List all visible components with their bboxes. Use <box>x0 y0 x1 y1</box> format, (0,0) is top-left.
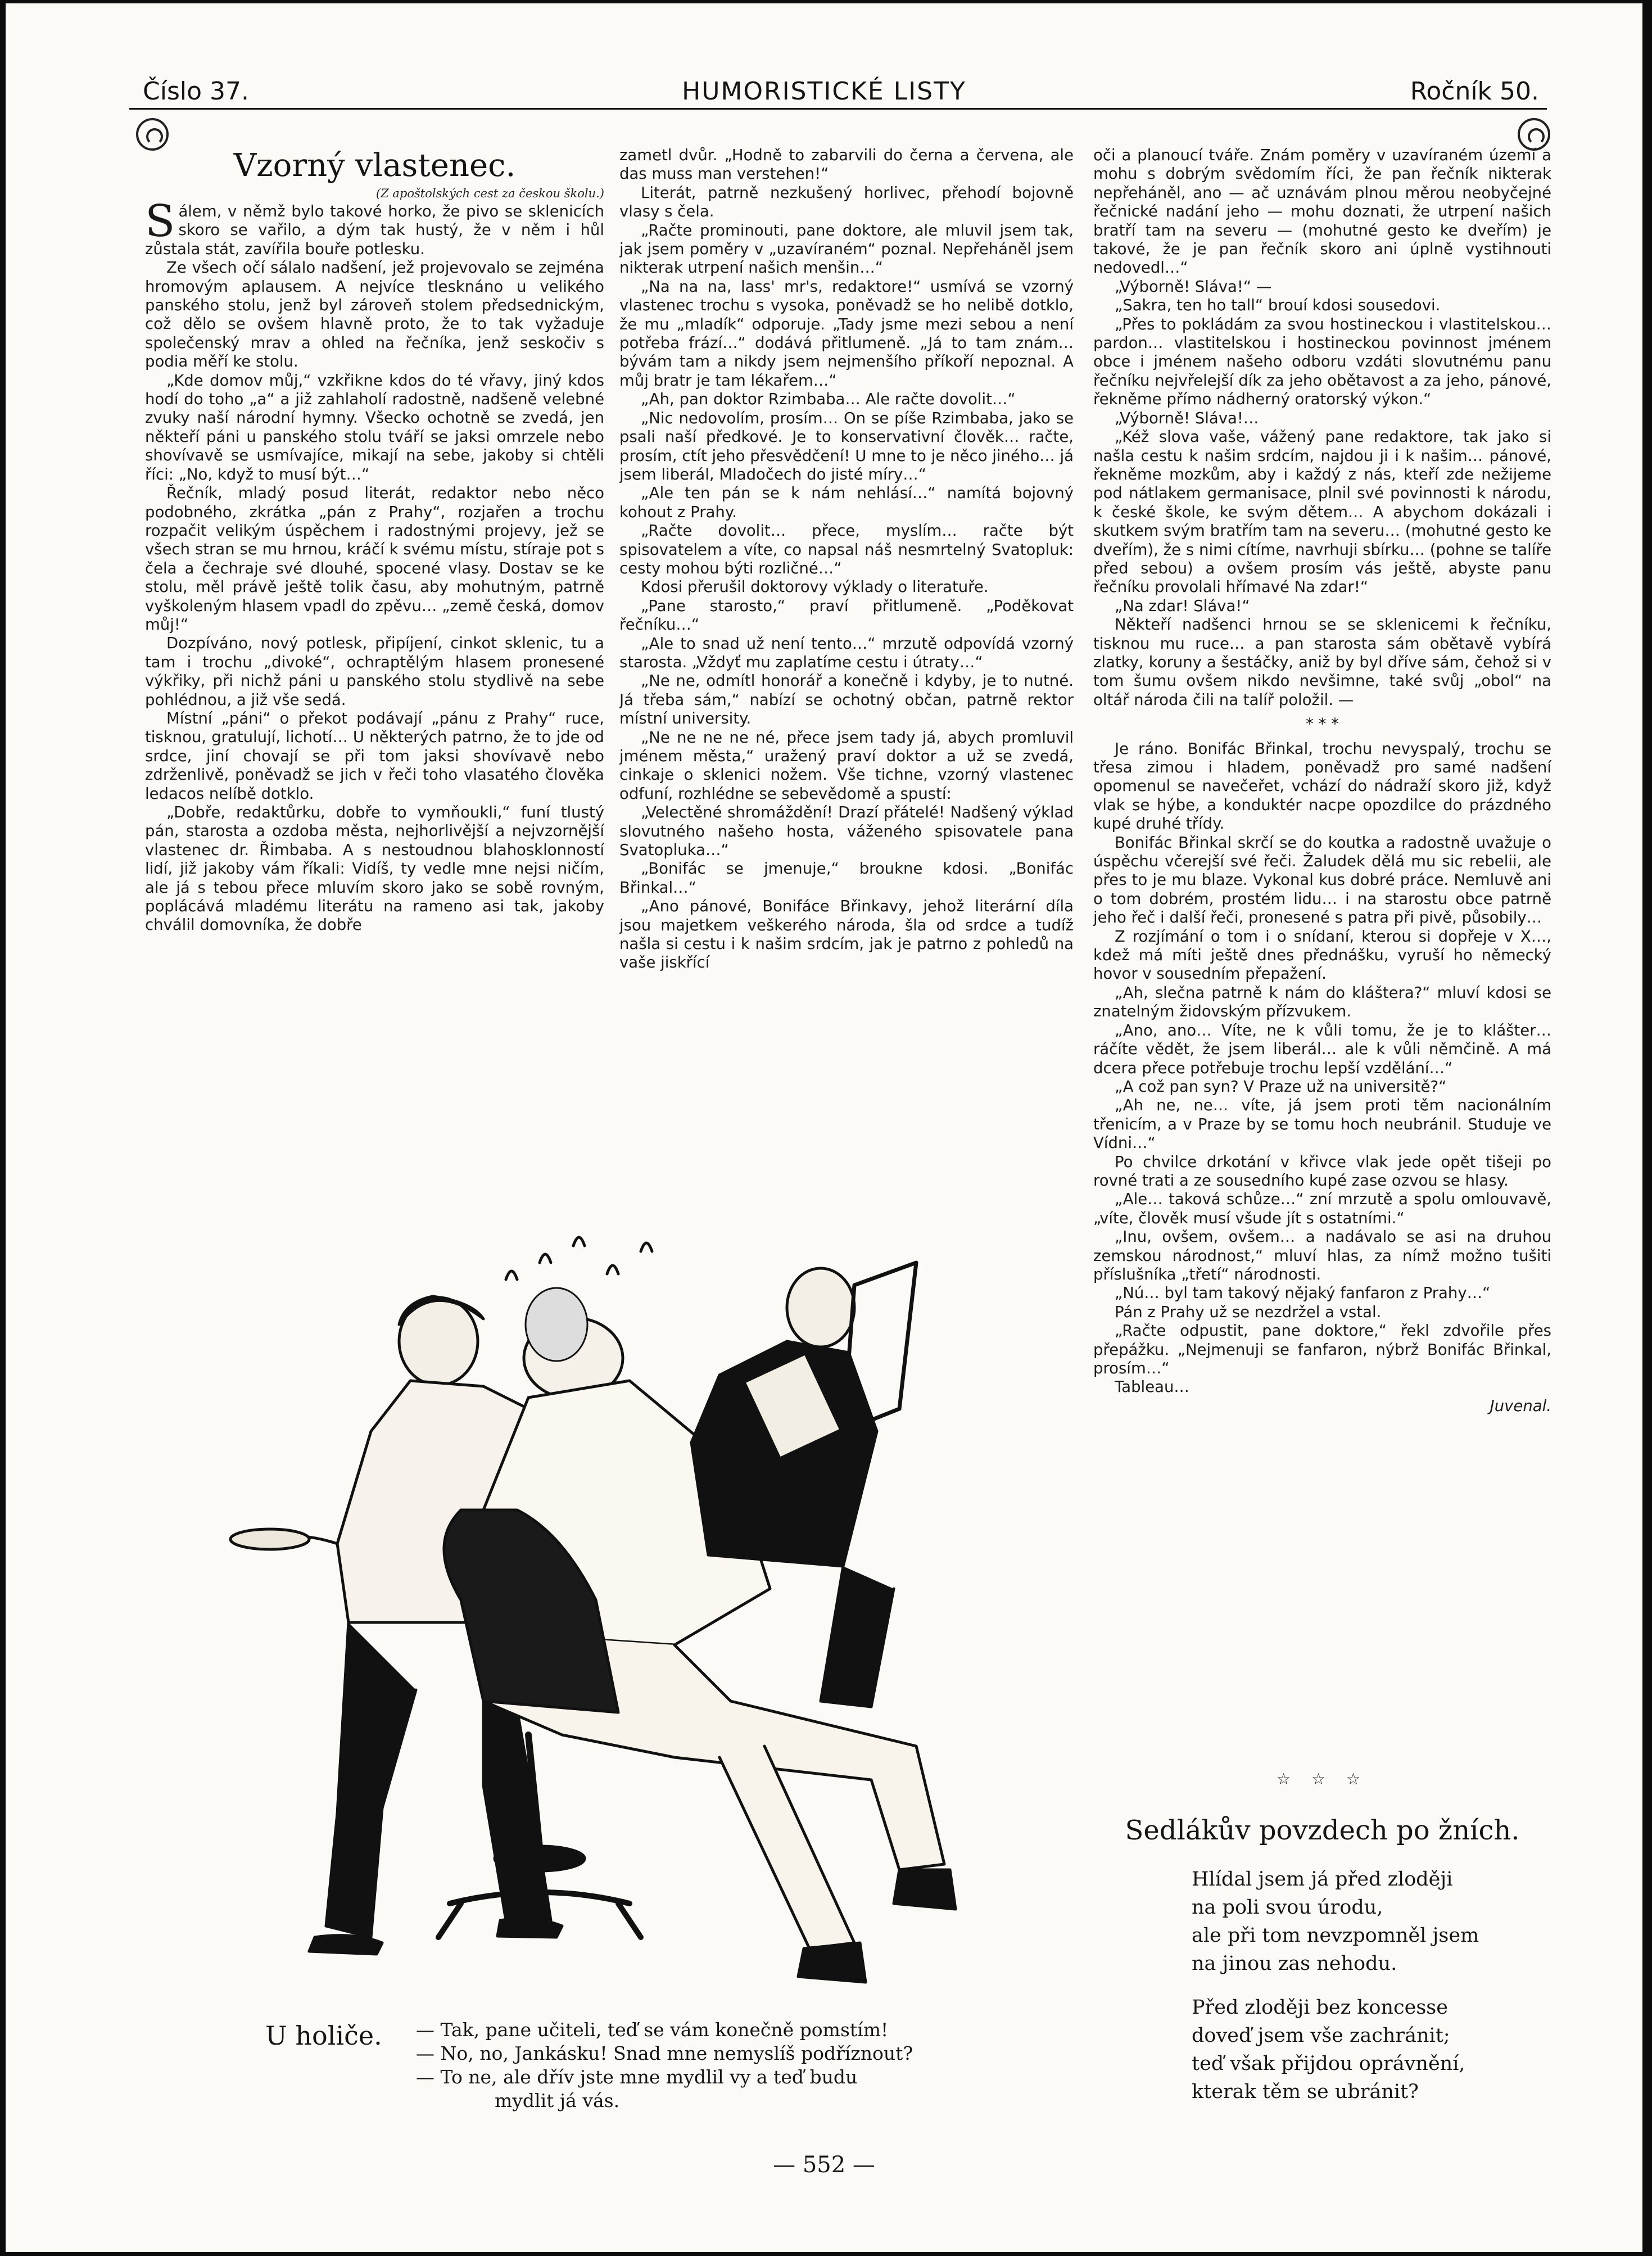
poem-line: Před zloději bez koncesse <box>1192 1996 1448 2019</box>
paragraph: „Ah ne, ne… víte, já jsem proti těm nacionálním třenicím, a v Praze by se tomu hoch neubránil. Studuje ve Vídni…“ <box>1093 1096 1551 1152</box>
paragraph: „A což pan syn? V Praze už na universitě?“ <box>1115 1077 1447 1096</box>
paragraph: Řečník, mladý posud literát, redaktor nebo něco podobného, zkrátka „pán z Prahy“, rozjařen a trochu rozpačit velikým úspěchem i radostnými projevy, jež se všech stran se mu hrnou, kráčí k svému místu, stíraje pot s čela a čechraje své dlouhé, spocené vlasy. Dostav se ke stolu, měl právě ještě tolik času, aby mohutným, patrně vyškoleným hlasem vpadl do zpěvu… „země česká, domov můj!“ <box>145 484 604 634</box>
paragraph: „Na zdar! Sláva!“ <box>1115 596 1250 615</box>
paragraph: „Kéž slova vaše, vážený pane redaktore, tak jako si našla cestu k našim srdcím, najdou ji i k našim… pánové, řekněme mozkům, aby i každý z nás, kteří zde nežijeme pod nátlakem germanisace, plnil své povinnosti k národu, k české škole, ke svým dětem… A abychom dokázali i skutkem svým bratřím tam na severu… (mohutné gesto ke dveřím), že s nimi cítíme, navrhuji sbírku… (pohne se talíře před sebou) a ovšem prosím vás ještě, abyste panu řečníku provolali hřímavé Na zdar!“ <box>1093 428 1551 596</box>
paragraph: „Sakra, ten ho tall“ brouí kdosi sousedovi. <box>1115 296 1441 315</box>
paragraph: „Výborně! Sláva!… <box>1115 409 1259 427</box>
paragraph: „Pane starosto,“ praví přitlumeně. „Poděkovat řečníku…“ <box>619 596 1074 634</box>
poem <box>1192 1865 1479 2122</box>
paragraph: „Přes to pokládám za svou hostineckou i vlastitelskou… pardon… vlastitelskou i hostineckou povinnost jménem obce i jménem našeho odboru vzdáti slovutnému panu řečníku nejvřelejší dík za jeho obětavost a za jeho, pánové, řekněme přímo nádherný oratorský výkon.“ <box>1093 315 1551 409</box>
paragraph: „Ano pánové, Bonifáce Břinkavy, jehož literární díla jsou majetkem veškerého národa, šla od srdce a tudíž našla si cestu i k našim srdcím, jak je patrno z pohledů na vaše jiskřící <box>619 897 1074 972</box>
poem-line: ale při tom nevzpomněl jsem <box>1192 1924 1479 1947</box>
masthead-title: HUMORISTICKÉ LISTY <box>682 77 966 106</box>
paragraph: „Ale… taková schůze…“ zní mrzutě a spolu omlouvavě, „víte, člověk musí všude jít s ostatními.“ <box>1093 1190 1551 1227</box>
paragraph: „Na na na, lass' mr's, redaktore!“ usmívá se vzorný vlastenec trochu s vysoka, poněvadž se ho nelibě dotklo, že mu „mladík“ odporuje. „Tady jsme mezi sebou a není potřeba frází…“ dodává přitlumeně. „Já to tam znám… bývám tam a nikdy jsem nejmenšího příkoří nepoznal. A můj bratr je tam lékařem…“ <box>619 277 1074 390</box>
caption-line: — No, no, Jankásku! Snad mne nemyslíš podříznout? <box>416 2042 913 2064</box>
article-subtitle: (Z apoštolských cest za českou školu.) <box>375 187 604 200</box>
paragraph: „Výborně! Sláva!“ — <box>1115 277 1272 296</box>
poem-line: teď však přijdou oprávnění, <box>1192 2052 1465 2075</box>
cartoon-caption <box>416 2018 913 2113</box>
paragraph: „Račte prominouti, pane doktore, ale mluvil jsem tak, jak jsem poměry v „uzavíraném“ poznal. Nepřeháněl jsem nikterak utrpení našich menšin…“ <box>619 221 1074 277</box>
paragraph: „Ale ten pán se k nám nehlásí…“ namítá bojovný kohout z Prahy. <box>619 484 1074 521</box>
paragraph: Místní „páni“ o překot podávají „pánu z Prahy“ ruce, tisknou, gratulují, lichotí… U některých patrno, že to jde od srdce, jiní chovají se při tom jaksi shovívavě nebo zdrženlivě, poněvadž se jich v řeči toho vlasatého člověka ledacos nelíbě dotklo. <box>145 709 604 803</box>
paragraph: oči a planoucí tváře. Znám poměry v uzavíraném území a mohu s dobrým svědomím říci, že pan řečník nikterak nepřeháněl, ano — ač uznávám plnou měrou neobyčejné řečnické nadání jeho — mohu doznati, že utrpení našich bratří tam na severu — (mohutné gesto ke dveřím) je takové, že je pan řečník skoro ani úplně vystihnouti nedovedl…“ <box>1093 146 1551 277</box>
paragraph: Dozpíváno, nový potlesk, připíjení, cinkot sklenic, tu a tam i trochu „divoké“, ochraptělým hlasem pronesené výkřiky, při nichž páni u panského stolu stydlivě na sebe pohlédnou, a již vše sedá. <box>145 634 604 709</box>
paragraph: Tableau… <box>1115 1378 1189 1396</box>
cartoon-title: U holiče. <box>265 2020 382 2051</box>
poem-line: kterak těm se ubránit? <box>1192 2081 1419 2103</box>
header-rule <box>129 108 1547 110</box>
paragraph: „Nú… byl tam takový nějaký fanfaron z Prahy…“ <box>1115 1284 1491 1303</box>
article-title: Vzorný vlastenec. <box>233 147 516 184</box>
volume-number: Ročník 50. <box>1410 77 1539 106</box>
text-column-3 <box>1093 146 1551 1776</box>
paragraph: „Ano, ano… Víte, ne k vůli tomu, že je to klášter… ráčíte vědět, že jsem liberál… ale k vůli němčině. A má dcera přece potřebuje trochu lepší vzdělání…“ <box>1093 1021 1551 1077</box>
paragraph: „Ale to snad už není tento…“ mrzutě odpovídá vzorný starosta. „Vždyť mu zaplatíme cestu i útraty…“ <box>619 634 1074 671</box>
paragraph: Po chvilce drkotání v křivce vlak jede opět tišeji po rovné trati a ze sousedního kupé zase ozvou se hlasy. <box>1093 1152 1551 1190</box>
poem-stanza <box>1192 1993 1479 2106</box>
paragraph: „Račte dovolit… přece, myslím… račte být spisovatelem a víte, co napsal náš nesmrtelný Svatopluk: cesty mohou býti rozličné…“ <box>619 522 1074 577</box>
paragraph: Z rozjímání o tom i o snídaní, kterou si dopřeje v X…, kdež má míti ještě dnes přednášku, vyruší ho německý hovor v sousedním přepažení. <box>1093 927 1551 983</box>
poem-separator: ☆ ☆ ☆ <box>1276 1770 1369 1788</box>
drop-cap: S <box>145 202 175 247</box>
paragraph: „Ah, pan doktor Rzimbaba… Ale račte dovolit…“ <box>641 390 1016 409</box>
paragraph: „Inu, ovšem, ovšem… a nadávalo se asi na druhou zemskou národnost,“ mluví hlas, za nímž možno tušiti příslušníka „třetí“ národnosti. <box>1093 1228 1551 1283</box>
author-signature: Juvenal. <box>1490 1396 1551 1415</box>
paragraph: „Velectěné shromáždění! Drazí přátelé! Nadšený výklad slovutného našeho hosta, váženého spisovatele pana Svatopluka…“ <box>619 803 1074 860</box>
newspaper-page <box>6 3 1642 2252</box>
lead-paragraph: Sálem, v němž bylo takové horko, že pivo se sklenicích skoro se vařilo, a dým tak hustý, že v něm i hůl zůstala stát, zavířila bouře potlesku. <box>145 202 604 258</box>
caption-line: — Tak, pane učiteli, teď se vám konečně pomstím! <box>416 2019 889 2041</box>
section-break: * * * <box>1306 715 1339 734</box>
text-column-2 <box>619 146 1074 1158</box>
caption-line: mydlit já vás. <box>495 2090 620 2112</box>
poem-stanza <box>1192 1865 1479 1978</box>
paragraph: Literát, patrně nezkušený horlivec, přehodí bojovně vlasy s čela. <box>619 183 1074 221</box>
caption-line: — To ne, ale dřív jste mne mydlil vy a teď budu <box>416 2066 858 2088</box>
paragraph: Bonifác Břinkal skrčí se do koutka a radostně uvažuje o úspěchu včerejší své řeči. Žaludek dělá mu sic rebelii, ale přes to je mu blaze. Vykonal kus dobré práce. Nemluvě ani o tom dobrém, prostém lidu… i na starostu obce patrně jeho řeč i další řeči, pronesené s patra při pivě, působily… <box>1093 833 1551 927</box>
paragraph: „Ne ne, odmítl honorář a konečně i kdyby, je to nutné. Já třeba sám,“ nabízí se ochotný občan, patrně rektor místní university. <box>619 672 1074 728</box>
poem-line: na poli svou úrodu, <box>1192 1896 1383 1919</box>
paragraph: Kdosi přerušil doktorovy výklady o literatuře. <box>641 578 989 596</box>
poem-line: na jinou zas nehodu. <box>1192 1952 1397 1975</box>
poem-title: Sedlákův povzdech po žních. <box>1125 1815 1520 1846</box>
page-number: — 552 — <box>773 2152 875 2178</box>
issue-number: Číslo 37. <box>143 77 249 106</box>
paragraph: „Ne ne ne ne né, přece jsem tady já, abych promluvil jménem města,“ uražený praví doktor a už se zvedá, cinkaje o sklenici nožem. Vše tichne, vzorný vlastenec odfuní, rozhlédne se sebevědomě a spustí: <box>619 728 1074 803</box>
ornament-left-icon <box>136 118 169 151</box>
paragraph: „Kde domov můj,“ vzkřikne kdos do té vřavy, jiný kdos hodí do toho „a“ a již zahlaholí radostně, nadšeně velebné zvuky naší národní hymny. Všecko ochotně se zvedá, jen někteří páni u panského stolu tváří se jaksi omrzele nebo shovívavě se usmívajíce, mikají na sebe, jakoby si chtěli říci: „No, když to musí být…“ <box>145 371 604 483</box>
paragraph: „Nic nedovolím, prosím… On se píše Rzimbaba, jako se psali naší předkové. Je to konservativní člověk… račte, prosím, ctít jeho přesvědčení! U mne to je něco jiného… já jsem liberál, Mladočech do jisté míry…“ <box>619 409 1074 483</box>
paragraph: Je ráno. Bonifác Břinkal, trochu nevyspalý, trochu se třesa zimou i hladem, poněvadž pro samé nadšení opomenul se navečeřet, vchází do nádraží skoro již, když vlak se hýbe, a konduktér nacpe opozdilce do prázdného kupé druhé třídy. <box>1093 739 1551 833</box>
paragraph: Pán z Prahy už se nezdržel a vstal. <box>1115 1303 1382 1321</box>
paragraph: „Dobře, redaktůrku, dobře to vymňoukli,“ funí tlustý pán, starosta a ozdoba města, nejhorlivější a nejvzornější vlastenec dr. Řimbaba. A s nestoudnou blahosklonností lidí, již jakoby vám říkali: Vidíš, ty vedle mne nejsi ničím, ale já s tebou přece mluvím skoro jako se sobě rovným, poplácává mladému literátu na rameno asi tak, jakoby chválil domovníka, že dobře <box>145 803 604 934</box>
paragraph: „Račte odpustit, pane doktore,“ řekl zdvořile přes přepážku. „Nejmenuji se fanfaron, nýbrž Bonifác Břinkal, prosím…“ <box>1093 1322 1551 1377</box>
paragraph: „Bonifác se jmenuje,“ broukne kdosi. „Bonifác Břinkal…“ <box>619 860 1074 897</box>
paragraph: Někteří nadšenci hrnou se se sklenicemi k řečníku, tisknou mu ruce… a pan starosta sám obětavě vybírá zlatky, koruny a šestáčky, aniž by byl dříve sám, čehož si v tom šumu ovšem nikdo nevšimne, také svůj „obol“ na oltář národa čili na talíř položil. — <box>1093 616 1551 709</box>
poem-line: doveď jsem vše zachránit; <box>1192 2024 1450 2047</box>
paragraph: „Ah, slečna patrně k nám do kláštera?“ mluví kdosi se znatelným židovským přízvukem. <box>1093 983 1551 1021</box>
paragraph: Ze všech očí sálalo nadšení, jež projevovalo se zejména hromovým aplausem. A nejvíce tlesknáno u velikého panského stolu, jenž byl zároveň stolem předsednickým, což dělo se ovšem hlavně proto, že to tak vyžaduje společenský mrav a ohled na řečníka, jenž seskočiv s podia měří ke stolu. <box>145 259 604 371</box>
poem-line: Hlídal jsem já před zloději <box>1192 1868 1453 1891</box>
barber-cartoon-illustration <box>169 1195 1040 2010</box>
paragraph: zametl dvůr. „Hodně to zabarvili do černa a červena, ale das muss man verstehen!“ <box>619 146 1074 183</box>
text-column-1 <box>145 202 604 1158</box>
